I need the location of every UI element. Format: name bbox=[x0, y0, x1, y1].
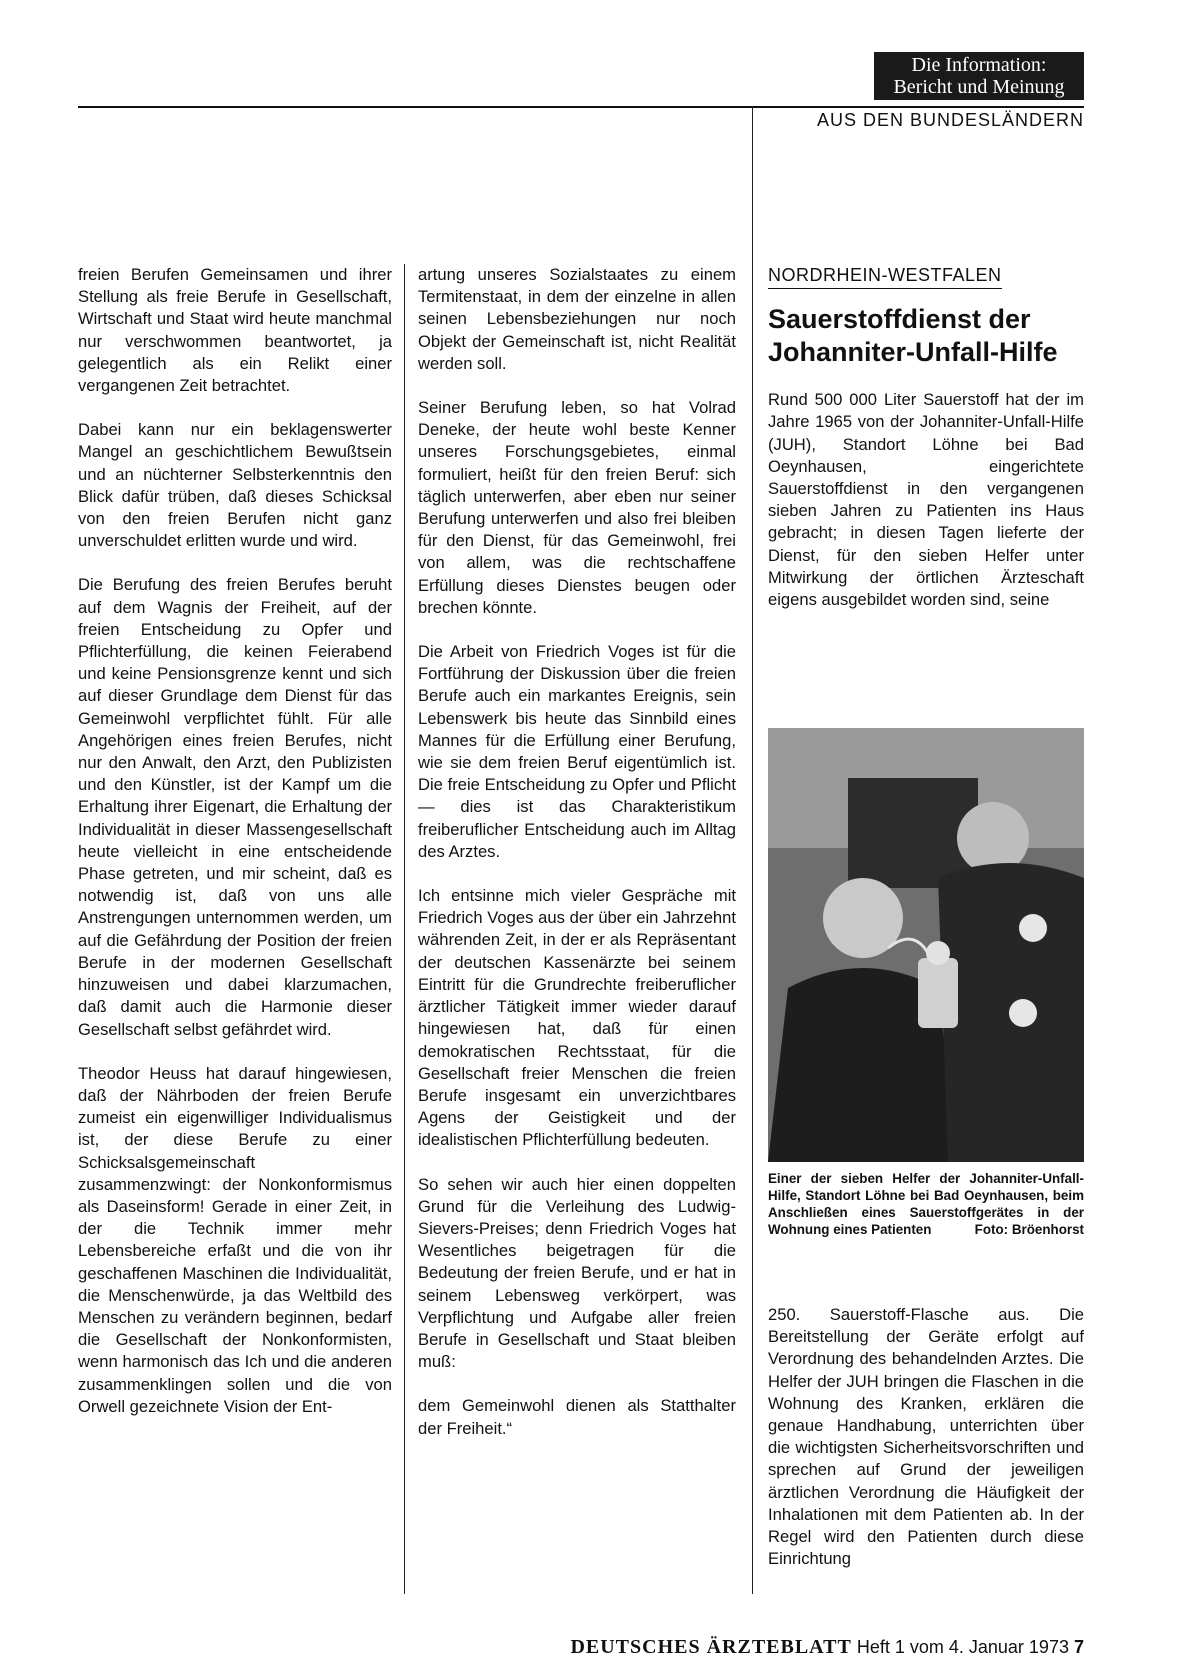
paragraph: Dabei kann nur ein beklagenswerter Mangel an geschichtlichem Bewußtsein und an nüchterner Selbsterkenntnis den Blick dafür trüben, daß dieses Schicksal von den freien Berufen nicht ganz unverschuldet erlitten wurde und wird. bbox=[78, 420, 392, 551]
issue-info: Heft 1 vom 4. Januar 1973 bbox=[856, 1637, 1069, 1657]
news-column-continued bbox=[768, 1304, 1084, 1570]
region-label: NORDRHEIN-WESTFALEN bbox=[768, 264, 1002, 289]
column-divider-2 bbox=[752, 106, 753, 1594]
header-badge bbox=[874, 52, 1084, 100]
photo-illustration bbox=[768, 728, 1084, 1162]
paragraph: Ich entsinne mich vieler Gespräche mit Friedrich Voges aus der über ein Jahrzehnt währenden Zeit, in der er als Repräsentant der deutschen Kassenärzte bei seinem Eintritt für die Grundrechte freiberuflicher ärztlicher Tätigkeit immer wieder darauf hingewiesen hat, daß für einen demokratischen Rechtsstaat, für die Gesellschaft freier Menschen die freien Berufe insgesamt ein unverzichtbares Agens der Geistigkeit und der idealistischen Pflichterfüllung bedeuten. bbox=[418, 886, 736, 1150]
paragraph: Die Berufung des freien Berufes beruht auf dem Wagnis der Freiheit, auf der freien Entscheidung zu Opfer und Pflichterfüllung, die keinen Feierabend und keine Pensionsgrenze kennt und sich auf dieser Grundlage dem Dienst für das Gemeinwohl verpflichtet fühlt. Für alle Angehörigen eines freien Berufes, nicht nur den Anwalt, den Arzt, den Publizisten und den Künstler, ist der Kampf um die Erhaltung ihrer Eigenart, die Erhaltung der Individualität in dieser Massengesellschaft heute vielleicht in eine entscheidende Phase getreten, und mir scheint, daß es notwendig ist, daß von uns alle Anstrengungen unternommen werden, um auf die Gefährdung der Position der freien Berufe in der modernen Gesellschaft hinzuweisen und dabei klarzumachen, daß damit auch die Harmonie dieser Gesellschaft selbst gefährdet wird. bbox=[78, 575, 392, 1039]
header-rule bbox=[78, 106, 1084, 108]
paragraph: artung unseres Sozialstaates zu einem Termitenstaat, in dem der einzelne in allen seinen Lebensbeziehungen nur noch Objekt der Gemeinschaft ist, nicht Realität werden soll. bbox=[418, 265, 736, 373]
article-column-1 bbox=[78, 264, 392, 1440]
paragraph: Rund 500 000 Liter Sauerstoff hat der im Jahre 1965 von der Johanniter-Unfall-Hilfe (JUH), Standort Löhne bei Bad Oeynhausen, eingerichtete Sauerstoffdienst in den vergangenen sieben Jahren zu Patienten ins Haus gebracht; in diesen Tagen lieferte der Dienst, für den sieben Helfer unter Mitwirkung der örtlichen Ärzteschaft eigens ausgebildet worden sind, seine bbox=[768, 390, 1084, 610]
paragraph: Die Arbeit von Friedrich Voges ist für die Fortführung der Diskussion über die freien Berufe auch ein markantes Ereignis, sein Lebenswerk bis heute das Sinnbild eines Mannes für die Erfüllung einer Berufung, wie sie dem freien Beruf eigentümlich ist. Die freie Entscheidung zu Opfer und Pflicht — dies ist das Charakteristikum freiberuflicher Entscheidung auch im Alltag des Arztes. bbox=[418, 642, 736, 861]
header-badge-line2: Bericht und Meinung bbox=[893, 76, 1065, 98]
article-column-2 bbox=[418, 264, 736, 1462]
page-number: 7 bbox=[1073, 1637, 1084, 1657]
news-photo bbox=[768, 728, 1084, 1162]
journal-title: DEUTSCHES ÄRZTEBLATT bbox=[570, 1636, 852, 1658]
caption-text: Einer der sieben Helfer der Johanniter-Unfall-Hilfe, Standort Löhne bei Bad Oeynhausen, beim Anschließen eines Sauerstoffgerätes in der Wohnung eines Patienten bbox=[768, 1171, 1084, 1237]
paragraph: Seiner Berufung leben, so hat Volrad Deneke, der heute wohl beste Kenner unseres Forschungsgebietes, einmal formuliert, heißt für den freien Beruf: sich täglich unterwerfen, aber eben nur seiner Berufung unterwerfen und also frei bleiben für den Dienst, für das Gemeinwohl, frei von allem, was die rechtschaffene Erfüllung dieses Dienstes beugen oder brechen könnte. bbox=[418, 398, 736, 617]
photo-credit: Foto: Bröenhorst bbox=[974, 1222, 1084, 1237]
news-headline: Sauerstoffdienst der Johanniter-Unfall-Hilfe bbox=[768, 304, 1058, 368]
paragraph: dem Gemeinwohl dienen als Statthalter der Freiheit.“ bbox=[418, 1396, 736, 1438]
news-column bbox=[768, 264, 1084, 633]
paragraph: Theodor Heuss hat darauf hingewiesen, daß der Nährboden der freien Berufe zumeist ein eigenwilliger Individualismus ist, der diese Berufe zu einer Schicksalsgemeinschaft zusammenzwingt: der Nonkonformismus als Daseinsform! Gerade in einer Zeit, in der die Technik immer mehr Lebensbereiche erfaßt und die von ihr geschaffenen Maschinen die Individualität, die Menschenwürde, ja das Weltbild des Menschen zu verändern beginnen, bedarf die Gesellschaft der Nonkonformisten, wenn harmonisch das Ich und die anderen zusammenklingen sollen und die von Orwell gezeichnete Vision der Ent- bbox=[78, 1063, 392, 1416]
paragraph: So sehen wir auch hier einen doppelten Grund für die Verleihung des Ludwig-Sievers-Preises; denn Friedrich Voges hat Wesentliches beigetragen für die Bedeutung der freien Berufe, und er hat in seinem Lebensweg verkörpert, was Verpflichtung und Aufgabe aller freien Berufe in Gesellschaft und Staat bleiben muß: bbox=[418, 1174, 736, 1372]
paragraph: freien Berufen Gemeinsamen und ihrer Stellung als freie Berufe in Gesellschaft, Wirtschaft und Staat wird heute manchmal nur verschwommen beantwortet, ja gelegentlich als ein Relikt einer vergangenen Zeit betrachtet. bbox=[78, 265, 392, 396]
photo-caption bbox=[768, 1170, 1084, 1238]
column-divider-1 bbox=[404, 264, 405, 1594]
page-footer bbox=[474, 1636, 1084, 1659]
paragraph: 250. Sauerstoff-Flasche aus. Die Bereitstellung der Geräte erfolgt auf Verordnung des behandelnden Arztes. Die Helfer der JUH bringen die Flaschen in die Wohnung des Kranken, erklären die genaue Handhabung, unterrichten über die wichtigsten Sicherheitsvorschriften und sprechen auf Grund der jeweiligen ärztlichen Verordnung die Häufigkeit der Inhalationen mit dem Patienten ab. In der Regel wird den Patienten durch diese Einrichtung bbox=[768, 1305, 1084, 1569]
section-label: AUS DEN BUNDESLÄNDERN bbox=[816, 110, 1084, 130]
header-badge-line1: Die Information: bbox=[911, 54, 1047, 76]
